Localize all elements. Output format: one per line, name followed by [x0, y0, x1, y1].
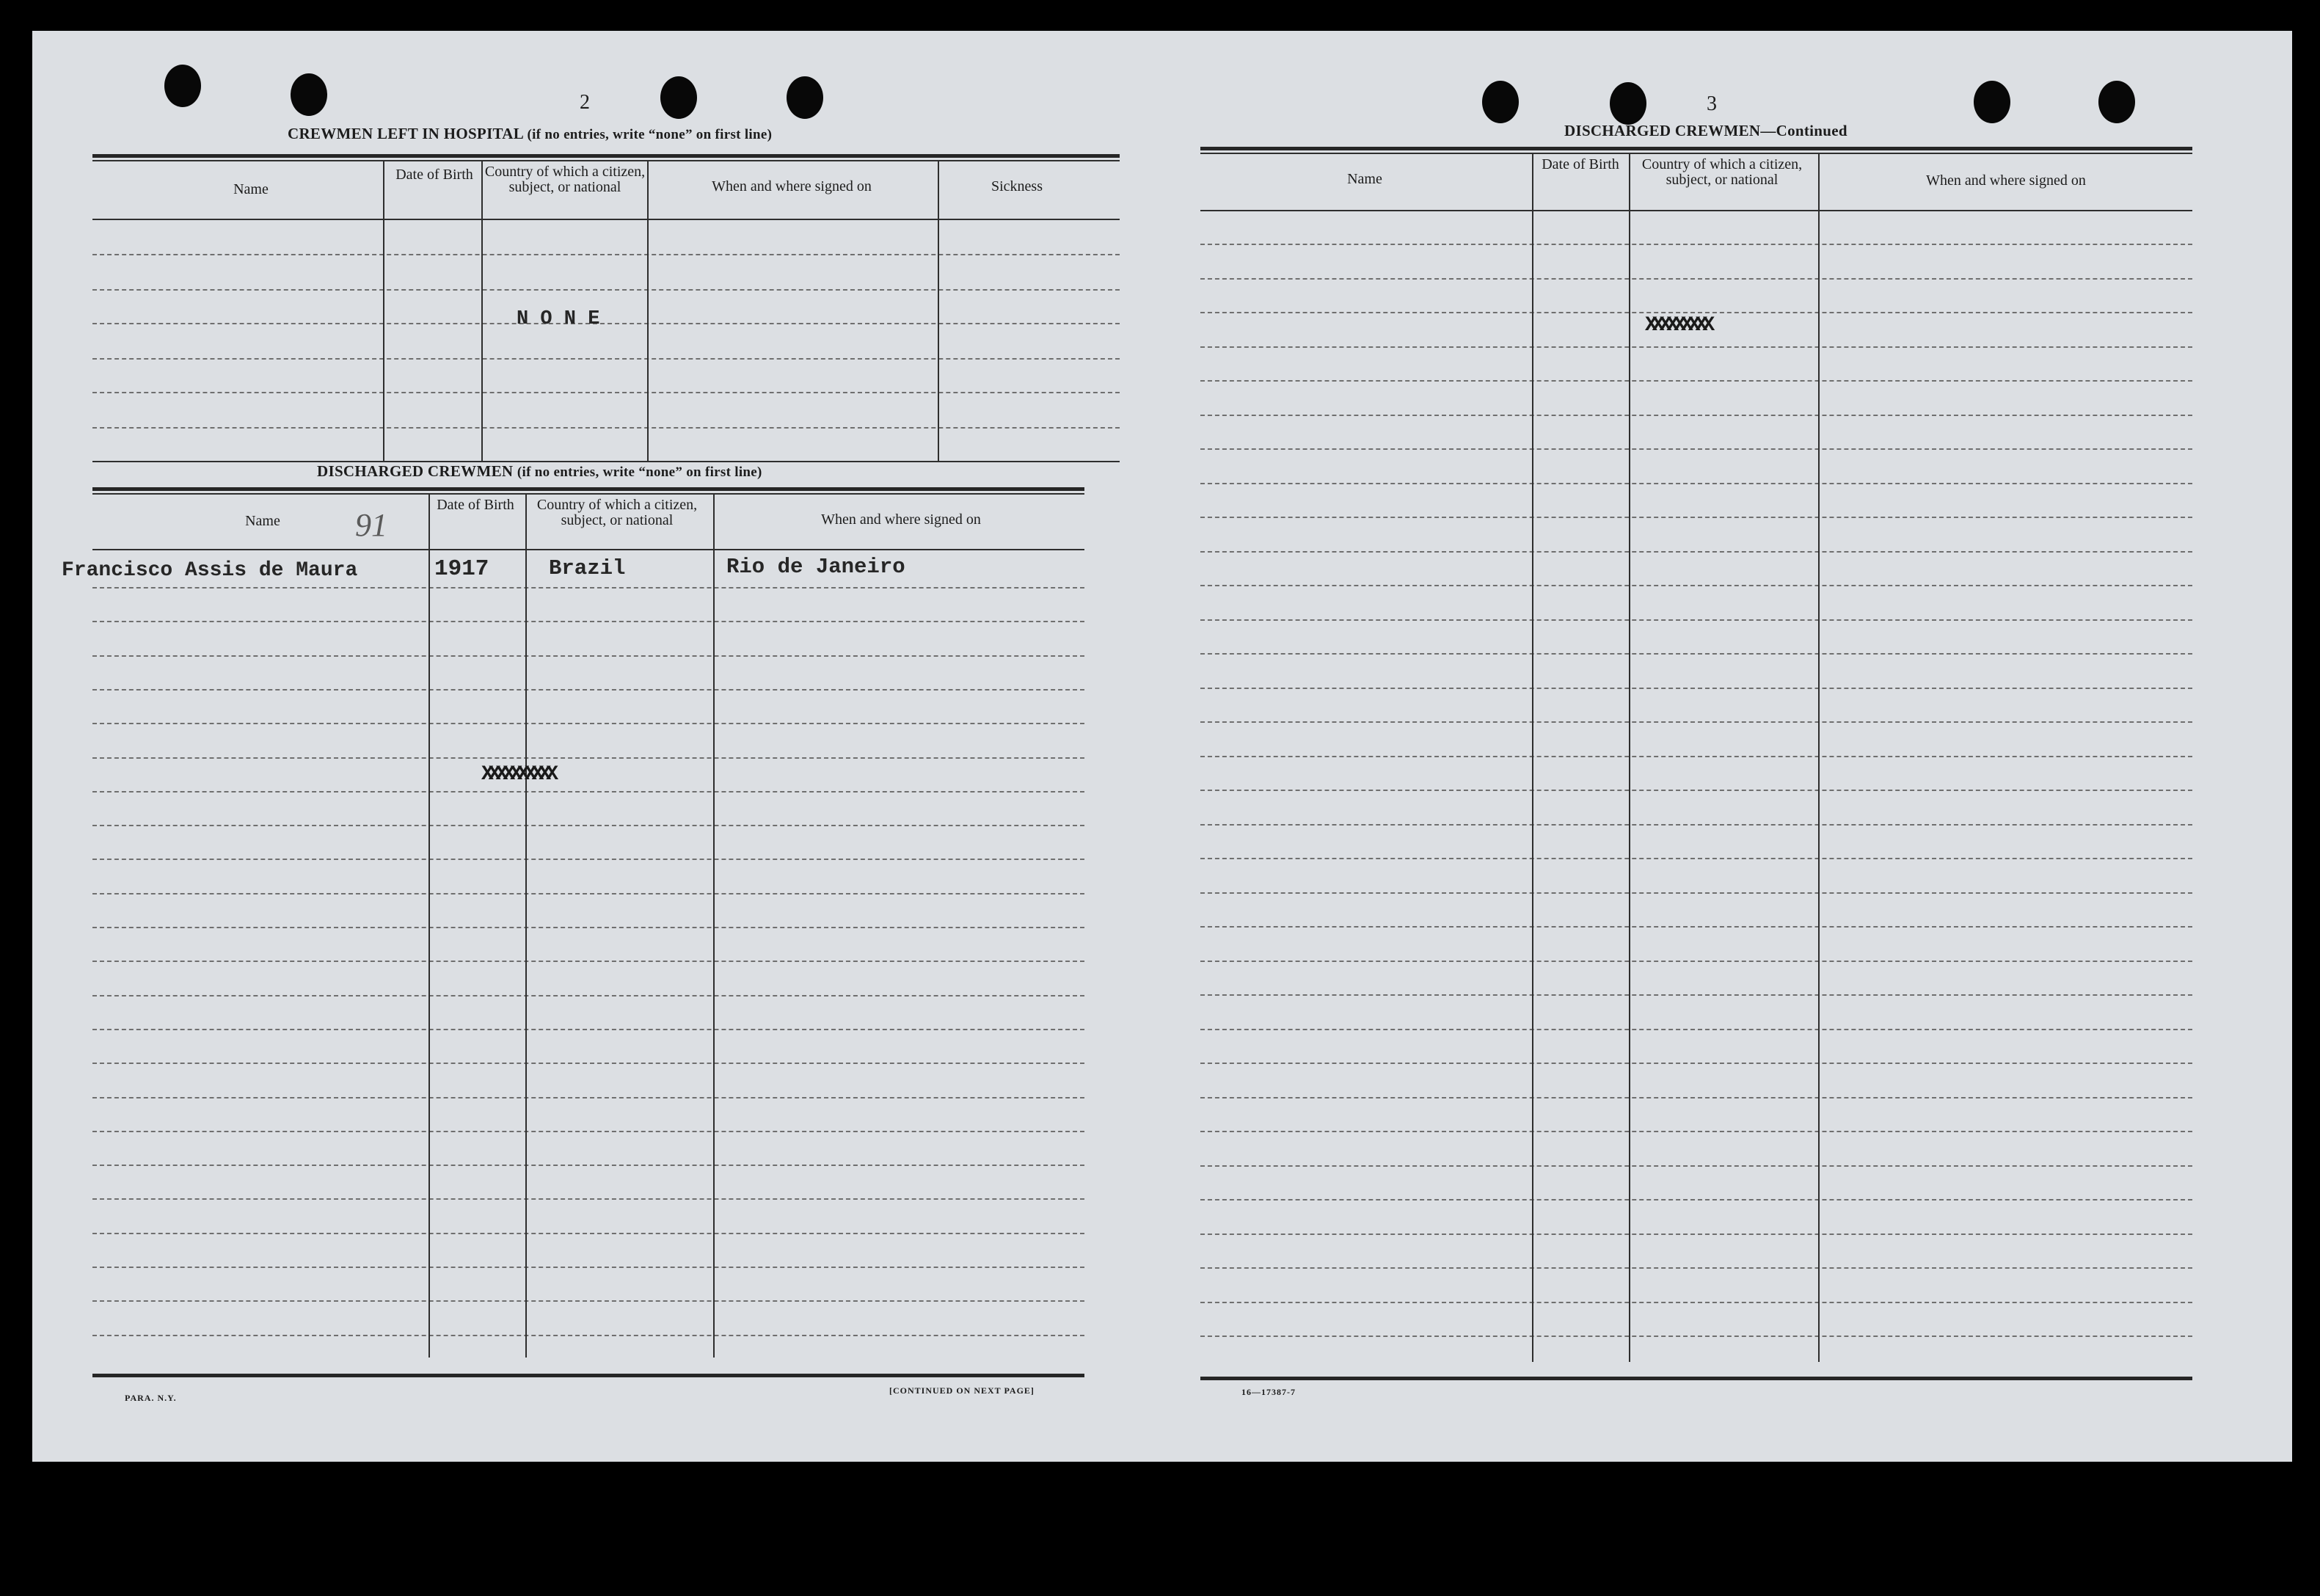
row-line	[92, 927, 1084, 928]
header-underline	[92, 549, 1084, 550]
name-annotation: 91	[355, 507, 387, 543]
row-line	[1200, 1234, 2192, 1235]
header-country: Country of which a citizen, subject, or national	[1641, 156, 1803, 188]
row-line	[1200, 1063, 2192, 1064]
punch-hole	[2098, 81, 2135, 123]
header-signed-on: When and where signed on	[712, 178, 872, 194]
column-divider	[1532, 153, 1533, 1362]
footer-form-code: 16—17387-7	[1241, 1387, 1296, 1397]
hospital-section-title	[288, 125, 772, 143]
row-line	[1200, 994, 2192, 996]
row-line	[1200, 1336, 2192, 1337]
row-line	[1200, 551, 2192, 553]
row-line	[1200, 756, 2192, 757]
hospital-title: CREWMEN LEFT IN HOSPITAL	[288, 125, 523, 142]
header-country: Country of which a citizen, subject, or national	[484, 164, 646, 195]
table-border	[92, 493, 1084, 495]
row-line	[1200, 517, 2192, 518]
row-line	[1200, 926, 2192, 928]
row-line	[1200, 483, 2192, 484]
punch-hole	[1974, 81, 2010, 123]
column-divider	[383, 160, 384, 462]
strikeout-marks: XXXXXXXXX	[1645, 314, 1710, 337]
column-divider	[428, 493, 430, 1358]
table-border	[92, 487, 1084, 491]
row-line	[92, 791, 1084, 792]
header-name: Name	[245, 513, 280, 529]
row-line	[1200, 858, 2192, 859]
row-line	[92, 1300, 1084, 1302]
form-sheet	[32, 31, 2292, 1462]
column-divider	[1629, 153, 1630, 1362]
row-line	[92, 621, 1084, 622]
table-border	[1200, 153, 2192, 154]
footer-continued: [CONTINUED ON NEXT PAGE]	[889, 1385, 1035, 1396]
row-line	[1200, 790, 2192, 791]
hospital-entry-none: N O N E	[517, 308, 600, 330]
row-line	[92, 1233, 1084, 1234]
crewman-name: Francisco Assis de Maura	[62, 559, 358, 582]
discharged-section-title	[317, 462, 762, 481]
row-line	[92, 893, 1084, 894]
header-signed-on: When and where signed on	[821, 511, 981, 528]
punch-hole	[787, 76, 823, 119]
discharged-title-note: (if no entries, write “none” on first line)	[517, 464, 762, 480]
table-border	[1200, 1377, 2192, 1380]
row-line	[92, 655, 1084, 657]
header-underline	[1200, 210, 2192, 211]
crewman-dob: 1917	[434, 556, 489, 582]
header-date-of-birth: Date of Birth	[395, 167, 473, 183]
punch-hole	[164, 65, 201, 107]
row-line	[92, 961, 1084, 962]
row-line	[92, 723, 1084, 724]
row-line	[1200, 415, 2192, 416]
header-name: Name	[1347, 171, 1382, 187]
punch-hole	[1610, 82, 1646, 125]
row-line	[1200, 961, 2192, 962]
row-line	[1200, 619, 2192, 621]
column-divider	[647, 160, 649, 462]
strikeout-marks: XXXXXXXXXX	[481, 763, 554, 786]
row-line	[92, 825, 1084, 826]
row-line	[92, 254, 1120, 255]
header-date-of-birth: Date of Birth	[1542, 156, 1619, 172]
punch-hole	[1482, 81, 1519, 123]
row-line	[1200, 380, 2192, 382]
row-line	[1200, 1131, 2192, 1132]
row-line	[1200, 1097, 2192, 1098]
row-line	[1200, 824, 2192, 826]
row-line	[1200, 1165, 2192, 1167]
crewman-country: Brazil	[549, 556, 626, 580]
row-line	[92, 1267, 1084, 1268]
row-line	[1200, 688, 2192, 689]
header-signed-on: When and where signed on	[1926, 172, 2086, 189]
row-line	[1200, 1302, 2192, 1303]
row-line	[1200, 312, 2192, 313]
row-line	[92, 1063, 1084, 1064]
row-line	[92, 427, 1120, 429]
crewman-signed-on: Rio de Janeiro	[726, 555, 905, 579]
table-border	[1200, 147, 2192, 150]
header-sickness: Sickness	[991, 178, 1043, 194]
page-number: 3	[1707, 92, 1717, 115]
row-line	[1200, 448, 2192, 450]
column-divider	[481, 160, 483, 462]
row-line	[92, 1097, 1084, 1098]
table-border	[92, 154, 1120, 158]
column-divider	[713, 493, 715, 1358]
row-line	[1200, 244, 2192, 245]
column-divider	[938, 160, 939, 462]
row-line	[92, 1198, 1084, 1200]
row-line	[92, 323, 1120, 324]
page-number: 2	[580, 91, 590, 114]
row-line	[92, 1029, 1084, 1030]
row-line	[1200, 721, 2192, 723]
row-line	[92, 1131, 1084, 1132]
row-line	[92, 289, 1120, 291]
row-line	[92, 1335, 1084, 1336]
row-line	[92, 358, 1120, 360]
punch-hole	[660, 76, 697, 119]
table-border	[92, 160, 1120, 161]
footer-printer: PARA. N.Y.	[125, 1393, 177, 1403]
row-line	[1200, 1267, 2192, 1269]
header-country: Country of which a citizen, subject, or national	[536, 497, 698, 528]
header-name: Name	[233, 181, 269, 197]
punch-hole	[291, 73, 327, 116]
row-line	[1200, 892, 2192, 894]
column-divider	[525, 493, 527, 1358]
row-line	[92, 757, 1084, 759]
row-line	[1200, 1029, 2192, 1030]
row-line	[1200, 585, 2192, 586]
row-line	[1200, 346, 2192, 348]
row-line	[1200, 653, 2192, 655]
header-date-of-birth: Date of Birth	[437, 497, 514, 513]
header-underline	[92, 219, 1120, 220]
row-line	[92, 995, 1084, 996]
row-line	[92, 689, 1084, 690]
discharged-title: DISCHARGED CREWMEN	[317, 462, 514, 480]
hospital-title-note: (if no entries, write “none” on first line)	[527, 127, 773, 142]
table-border	[92, 1374, 1084, 1377]
row-line	[1200, 278, 2192, 280]
row-line	[92, 587, 1084, 589]
row-line	[92, 1165, 1084, 1166]
discharged-continued-title: DISCHARGED CREWMEN—Continued	[1564, 122, 1847, 139]
row-line	[1200, 1199, 2192, 1200]
row-line	[92, 859, 1084, 860]
row-line	[92, 392, 1120, 393]
column-divider	[1818, 153, 1820, 1362]
